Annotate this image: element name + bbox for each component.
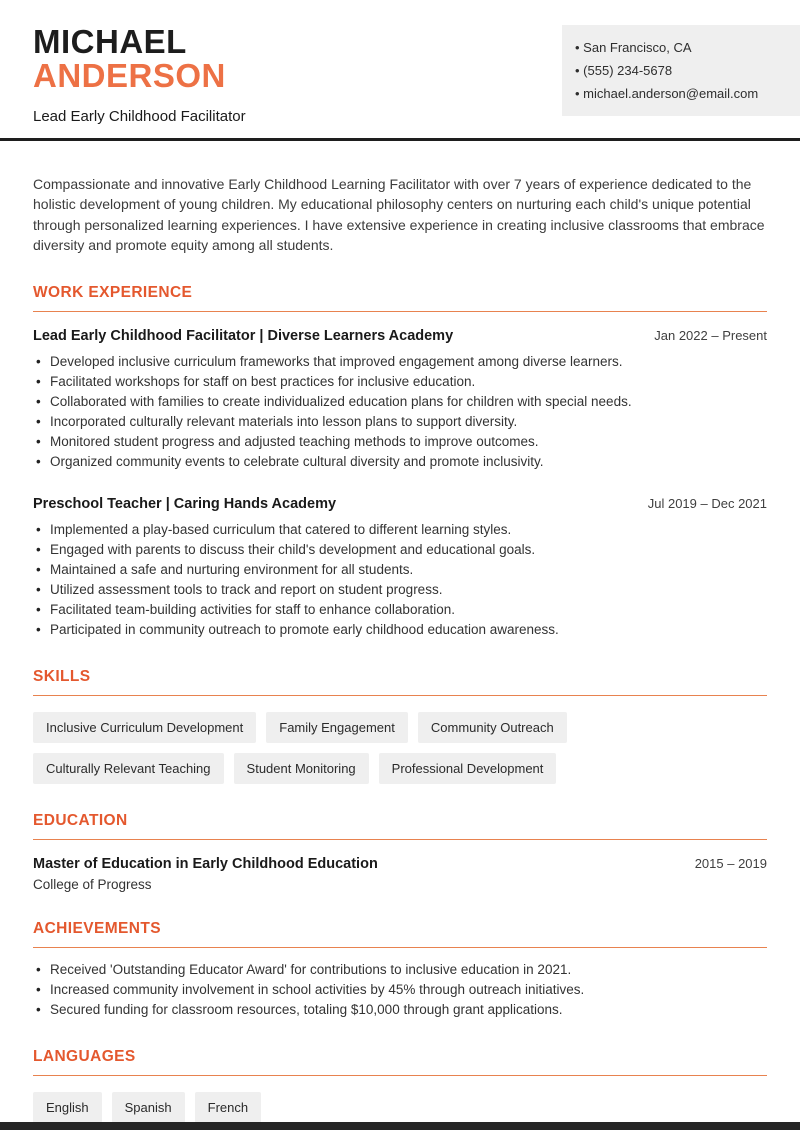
skill-tag: Community Outreach [418,712,567,743]
section-languages [33,1048,767,1123]
skill-tag: Culturally Relevant Teaching [33,753,224,784]
bullet-item: • Participated in community outreach to promote early childhood education awareness. [33,620,767,640]
education-dates: 2015 – 2019 [694,855,767,871]
bullet-item: • Developed inclusive curriculum frameworks that improved engagement among diverse learners. [33,352,767,372]
languages-tag-row [33,1092,767,1123]
job-title: Lead Early Childhood Facilitator | Diverse Learners Academy [33,327,454,344]
skill-tag: Student Monitoring [234,753,369,784]
education-heading: EDUCATION [33,812,767,840]
bullet-item: • Secured funding for classroom resources, totaling $10,000 through grant applications. [33,1000,767,1020]
bullet-item: • Increased community involvement in school activities by 45% through outreach initiatives. [33,980,767,1000]
achievements-heading: ACHIEVEMENTS [33,920,767,948]
section-achievements [33,920,767,1020]
section-work-experience [33,284,767,640]
skill-tag: Inclusive Curriculum Development [33,712,256,743]
languages-heading: LANGUAGES [33,1048,767,1076]
education-school: College of Progress [33,876,152,892]
skill-tag: Family Engagement [266,712,408,743]
candidate-role-title: Lead Early Childhood Facilitator [33,107,246,125]
bullet-item: • Received 'Outstanding Educator Award' for contributions to inclusive education in 2021. [33,960,767,980]
skills-heading: SKILLS [33,668,767,696]
language-tag: French [195,1092,261,1123]
bullet-item: • Facilitated team-building activities for staff to enhance collaboration. [33,600,767,620]
education-degree: Master of Education in Early Childhood Education [33,855,378,872]
section-education [33,812,767,892]
job-bullet-list [33,520,767,640]
contact-box [562,25,800,116]
bullet-item: • Monitored student progress and adjusted teaching methods to improve outcomes. [33,432,767,452]
candidate-last-name: ANDERSON [33,57,226,95]
bullet-item: • Implemented a play-based curriculum that catered to different learning styles. [33,520,767,540]
job-dates: Jan 2022 – Present [654,327,767,343]
header-divider [0,138,800,141]
job-entry [33,496,767,640]
bullet-item: • Maintained a safe and nurturing environment for all students. [33,560,767,580]
job-header [33,496,767,512]
work-experience-heading: WORK EXPERIENCE [33,284,767,312]
summary-paragraph: Compassionate and innovative Early Childhood Learning Facilitator with over 7 years of experience dedicated to the holistic development of young children. My educational philosophy centers on nurturing each child's unique potential through personalized learning experiences. I have extensive experience in creating inclusive classrooms that embrace diversity and promote equity among all students. [33,175,765,254]
job-header [33,328,767,344]
job-title: Preschool Teacher | Caring Hands Academy [33,495,337,512]
bullet-item: • Facilitated workshops for staff on best practices for inclusive education. [33,372,767,392]
bullet-item: • Organized community events to celebrate cultural diversity and promote inclusivity. [33,452,767,472]
job-entry [33,328,767,472]
page-bottom-bar [0,1122,800,1130]
language-tag: Spanish [112,1092,185,1123]
job-bullet-list [33,352,767,472]
bullet-item: • Incorporated culturally relevant materials into lesson plans to support diversity. [33,412,767,432]
achievements-bullet-list [33,960,767,1020]
bullet-item: • Engaged with parents to discuss their child's development and educational goals. [33,540,767,560]
language-tag: English [33,1092,102,1123]
contact-phone: • (555) 234-5678 [575,59,784,82]
bullet-item: • Utilized assessment tools to track and report on student progress. [33,580,767,600]
contact-location: • San Francisco, CA [575,36,784,59]
skills-tag-row [33,712,767,784]
section-skills [33,668,767,784]
skill-tag: Professional Development [379,753,557,784]
job-dates: Jul 2019 – Dec 2021 [647,495,767,511]
contact-email: • michael.anderson@email.com [575,82,784,105]
candidate-first-name: MICHAEL [33,23,187,60]
bullet-item: • Collaborated with families to create individualized education plans for children with special needs. [33,392,767,412]
resume-header [33,25,767,125]
education-entry-header [33,856,767,872]
